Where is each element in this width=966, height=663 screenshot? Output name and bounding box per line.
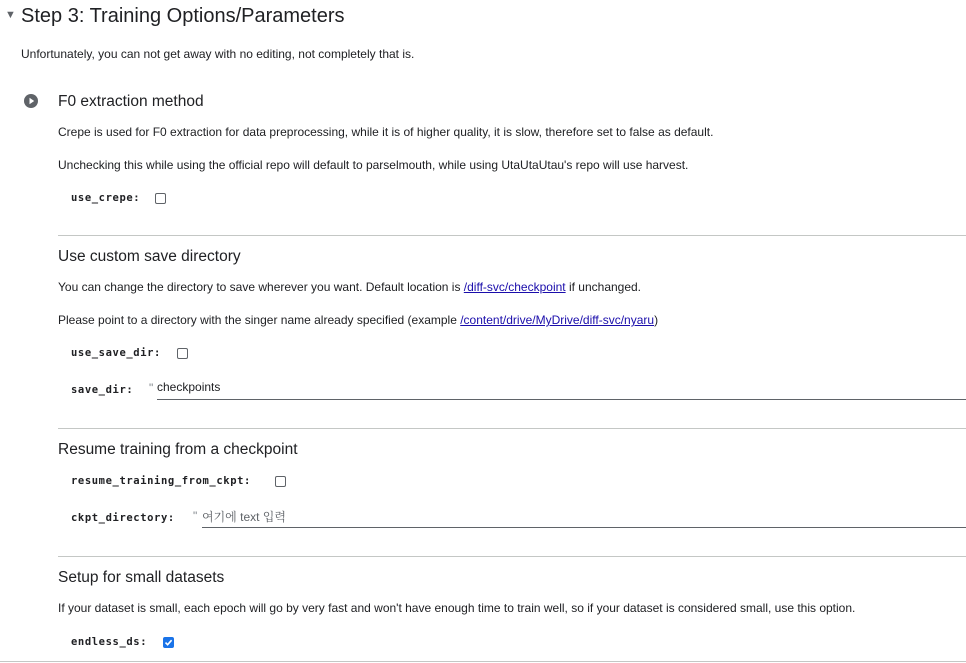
save-text-2: Please point to a directory with the singer name already specified (example — [58, 313, 461, 327]
f0-description-2: Unchecking this while using the official repo will default to parselmouth, while using UtaUtaUtau's repo will use harvest. — [58, 158, 689, 172]
resume-heading: Resume training from a checkpoint — [58, 441, 298, 458]
ckpt-directory-quote: " — [193, 509, 198, 523]
save-text-1: You can change the directory to save wherever you want. Default location is — [58, 280, 464, 294]
divider — [58, 428, 966, 429]
save-dir-quote: " — [149, 381, 154, 395]
save-text-1b: if unchanged. — [565, 280, 642, 294]
default-checkpoint-link[interactable]: /diff-svc/checkpoint — [463, 280, 566, 294]
checkmark-icon — [164, 638, 173, 647]
section-intro: Unfortunately, you can not get away with no editing, not completely that is. — [21, 47, 415, 61]
play-icon — [24, 94, 38, 108]
resume-training-label: resume_training_from_ckpt: — [71, 475, 251, 487]
example-directory-link[interactable]: /content/drive/MyDrive/diff-svc/nyaru — [460, 313, 655, 327]
use-crepe-checkbox[interactable] — [155, 193, 166, 204]
save-text-2b: ) — [654, 313, 659, 327]
use-save-dir-checkbox[interactable] — [177, 348, 188, 359]
f0-heading: F0 extraction method — [58, 93, 204, 110]
resume-training-checkbox[interactable] — [275, 476, 286, 487]
collapse-caret-icon[interactable]: ▼ — [5, 9, 16, 21]
ckpt-directory-input[interactable]: 여기에 text 입력 — [202, 508, 966, 528]
section-title: Step 3: Training Options/Parameters — [21, 5, 345, 27]
save-dir-input[interactable]: checkpoints — [157, 380, 966, 400]
use-save-dir-label: use_save_dir: — [71, 347, 161, 359]
endless-ds-label: endless_ds: — [71, 636, 148, 648]
save-description-1 — [58, 280, 641, 294]
save-heading: Use custom save directory — [58, 248, 241, 265]
ckpt-directory-label: ckpt_directory: — [71, 512, 175, 524]
small-datasets-description: If your dataset is small, each epoch will go by very fast and won't have enough time to train well, so if your dataset is considered small, use this option. — [58, 601, 856, 615]
small-datasets-heading: Setup for small datasets — [58, 569, 225, 586]
divider — [58, 235, 966, 236]
save-dir-label: save_dir: — [71, 384, 134, 396]
f0-description-1: Crepe is used for F0 extraction for data preprocessing, while it is of higher quality, it is slow, therefore set to false as default. — [58, 125, 714, 139]
run-cell-button[interactable] — [24, 94, 38, 108]
divider — [0, 661, 966, 662]
divider — [58, 556, 966, 557]
save-description-2 — [58, 313, 658, 327]
use-crepe-label: use_crepe: — [71, 192, 141, 204]
endless-ds-checkbox[interactable] — [163, 637, 174, 648]
